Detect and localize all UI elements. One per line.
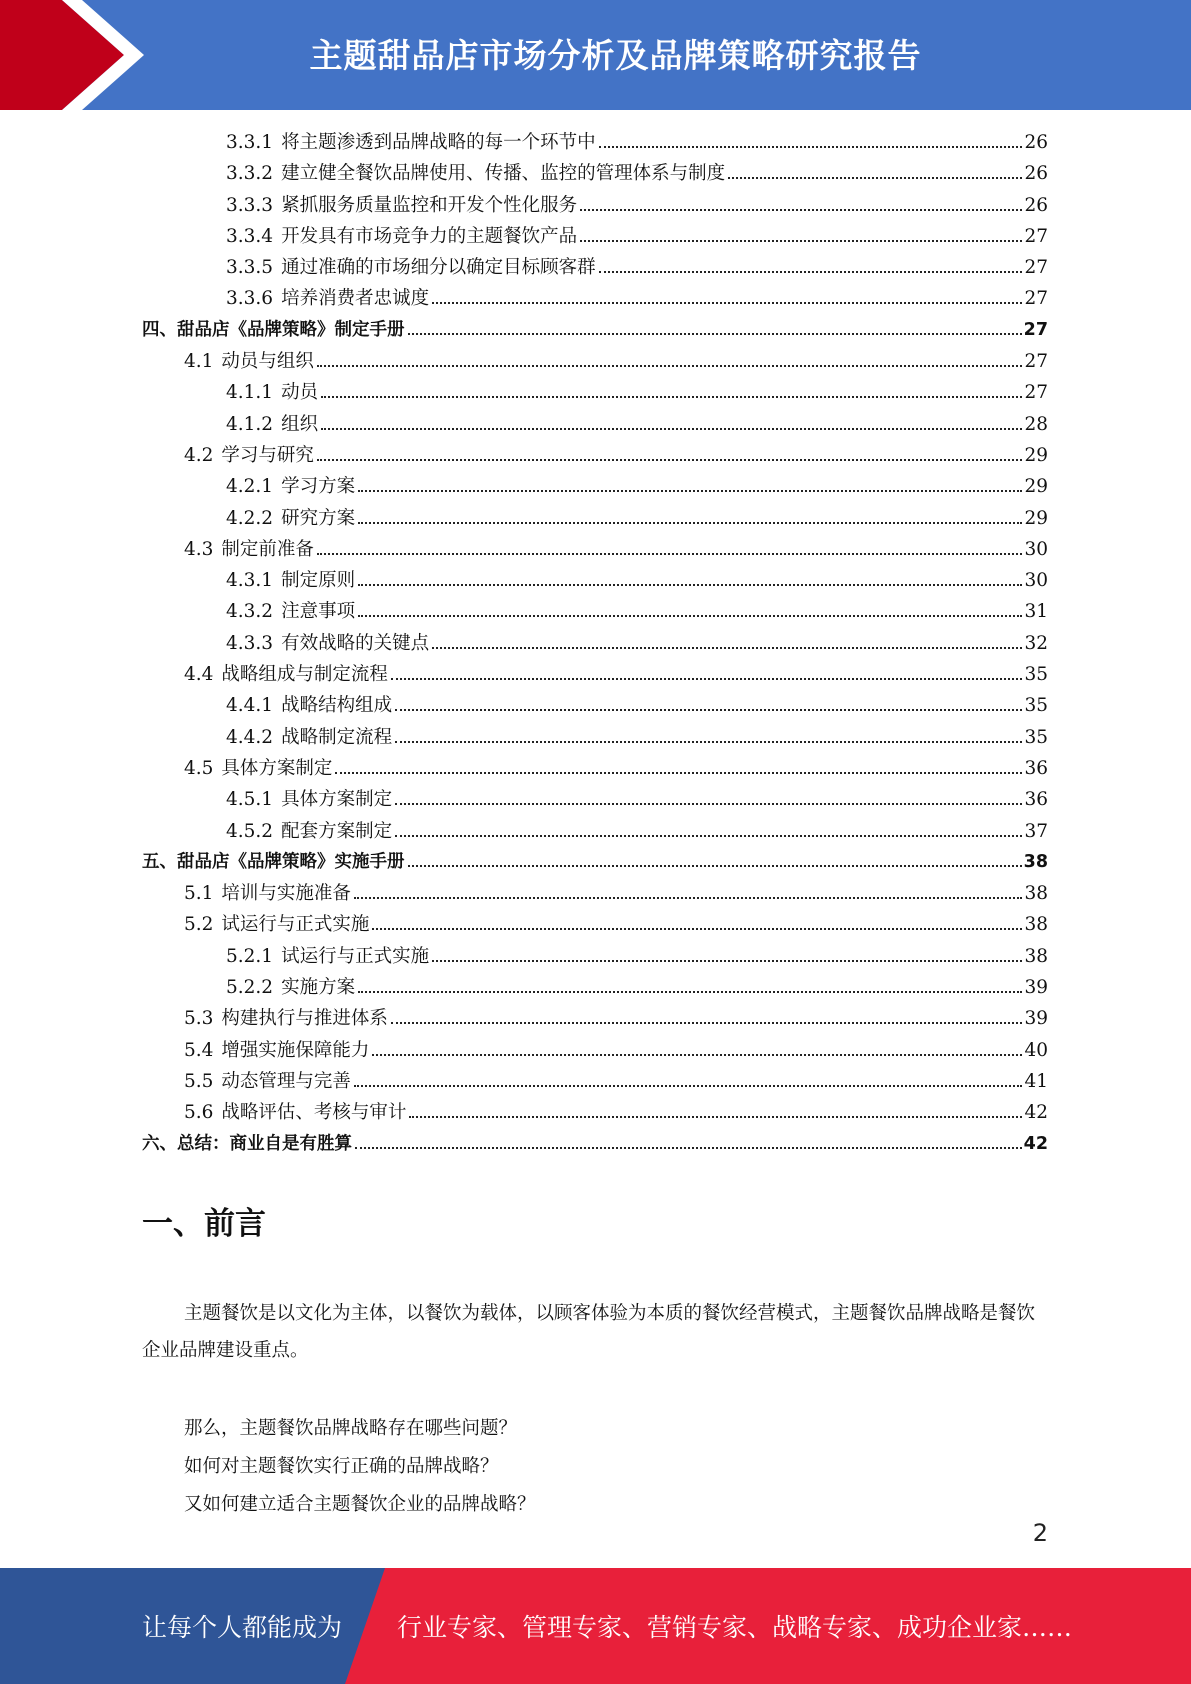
toc-entry-title: 甜品店《品牌策略》制定手册: [177, 319, 405, 340]
toc-entry-number: 3.3.1: [226, 132, 274, 153]
toc-entry-page: 40: [1024, 1039, 1048, 1061]
toc-entry-page: 27: [1023, 319, 1048, 340]
toc-entry-number: 4.3: [184, 538, 214, 560]
toc-leader-dots: [408, 865, 1022, 867]
toc-leader-dots: [358, 584, 1022, 586]
toc-leader-dots: [391, 678, 1023, 680]
toc-entry-page: 35: [1024, 695, 1048, 717]
intro-paragraph: 主题餐饮是以文化为主体，以餐饮为载体，以顾客体验为本质的餐饮经营模式，主题餐饮品牌战略是餐饮企业品牌建设重点。: [142, 1303, 1036, 1361]
toc-entry-title: 增强实施保障能力: [221, 1039, 370, 1061]
toc-entry-title: 通过准确的市场细分以确定目标顾客群: [281, 257, 596, 279]
toc-entry-number: 5.1: [184, 883, 214, 905]
toc-entry-number: 5.2.2: [226, 977, 274, 999]
toc-entry-number: 4.5: [184, 757, 214, 779]
toc-entry[interactable]: [142, 316, 1048, 347]
toc-leader-dots: [335, 772, 1022, 774]
toc-leader-dots: [358, 991, 1022, 993]
toc-leader-dots: [321, 428, 1022, 430]
question-1: 那么，主题餐饮品牌战略存在哪些问题？: [184, 1418, 518, 1439]
toc-entry-title: 培训与实施准备: [221, 883, 351, 905]
toc-leader-dots: [599, 271, 1023, 273]
toc-entry-title: 制定原则: [281, 570, 356, 592]
toc-entry-page: 27: [1024, 288, 1048, 310]
toc-entry[interactable]: [142, 535, 1048, 566]
toc-entry-page: 38: [1024, 883, 1048, 905]
toc-entry[interactable]: [142, 1130, 1048, 1161]
toc-entry-title: 开发具有市场竞争力的主题餐饮产品: [281, 225, 578, 247]
toc-leader-dots: [395, 709, 1022, 711]
toc-entry-number: 5.4: [184, 1039, 214, 1061]
footer-slogan-right: 行业专家、管理专家、营销专家、战略专家、成功企业家……: [397, 1613, 1073, 1642]
toc-entry-title: 有效战略的关键点: [281, 632, 430, 654]
toc-entry-title: 动员与组织: [221, 351, 314, 373]
toc-entry-number: 3.3.6: [226, 288, 274, 310]
toc-entry[interactable]: [142, 942, 1048, 973]
toc-leader-dots: [317, 553, 1023, 555]
toc-entry-number: 4.5.1: [226, 789, 274, 811]
toc-entry-title: 配套方案制定: [281, 820, 393, 842]
toc-entry-number: 4.5.2: [226, 820, 274, 842]
toc-entry-number: 3.3.4: [226, 225, 274, 247]
toc-entry-number: 5.6: [184, 1102, 214, 1124]
toc-entry-title: 培养消费者忠诚度: [281, 288, 430, 310]
toc-entry-number: 4.3.3: [226, 632, 274, 654]
toc-entry-page: 36: [1024, 757, 1048, 779]
page-header: [0, 0, 1191, 110]
toc-entry-page: 37: [1024, 820, 1048, 842]
toc-entry[interactable]: [142, 378, 1048, 409]
toc-entry-page: 27: [1024, 257, 1048, 279]
toc-entry-title: 试运行与正式实施: [281, 945, 430, 967]
toc-leader-dots: [408, 333, 1022, 335]
toc-entry-page: 39: [1024, 1008, 1048, 1030]
toc-entry-title: 战略制定流程: [281, 726, 393, 748]
question-3: 又如何建立适合主题餐饮企业的品牌战略？: [184, 1494, 536, 1515]
toc-entry[interactable]: [142, 1036, 1048, 1067]
toc-leader-dots: [391, 1022, 1023, 1024]
toc-entry-page: 42: [1024, 1102, 1048, 1124]
page-footer: [0, 1568, 1191, 1684]
toc-leader-dots: [372, 1054, 1022, 1056]
toc-entry-page: 27: [1024, 382, 1048, 404]
toc-leader-dots: [409, 1116, 1022, 1118]
toc-entry-number: 4.2.2: [226, 507, 274, 529]
toc-leader-dots: [580, 209, 1022, 211]
toc-entry-page: 29: [1024, 507, 1048, 529]
toc-entry-number: 四、: [142, 319, 177, 340]
toc-entry[interactable]: [142, 691, 1048, 722]
toc-entry-number: 六、: [142, 1133, 177, 1154]
toc-leader-dots: [432, 647, 1022, 649]
toc-entry-number: 4.2.1: [226, 476, 274, 498]
toc-entry-page: 29: [1024, 444, 1048, 466]
footer-slogan-left: 让每个人都能成为: [142, 1613, 343, 1642]
toc-entry-page: 35: [1024, 726, 1048, 748]
toc-entry-title: 学习与研究: [221, 444, 314, 466]
page-number: 2: [1032, 1519, 1048, 1547]
toc-entry-title: 动态管理与完善: [221, 1070, 351, 1092]
toc-entry-page: 35: [1024, 664, 1048, 686]
toc-entry-title: 实施方案: [281, 977, 356, 999]
toc-entry-number: 4.4.2: [226, 726, 274, 748]
toc-entry-number: 4.1: [184, 351, 214, 373]
toc-leader-dots: [432, 302, 1022, 304]
toc-entry-number: 4.4.1: [226, 695, 274, 717]
toc-entry[interactable]: [142, 441, 1048, 472]
toc-entry[interactable]: [142, 566, 1048, 597]
toc-entry-title: 研究方案: [281, 507, 356, 529]
toc-leader-dots: [317, 459, 1023, 461]
toc-entry-title: 甜品店《品牌策略》实施手册: [177, 851, 405, 872]
toc-entry-title: 将主题渗透到品牌战略的每一个环节中: [281, 132, 596, 153]
toc-entry-number: 5.2.1: [226, 945, 274, 967]
toc-entry[interactable]: [142, 222, 1048, 253]
toc-entry-page: 26: [1024, 132, 1048, 153]
toc-entry-title: 动员: [281, 382, 319, 404]
toc-entry[interactable]: [142, 159, 1048, 190]
toc-entry-page: 29: [1024, 476, 1048, 498]
toc-entry-page: 38: [1024, 945, 1048, 967]
toc-entry[interactable]: [142, 910, 1048, 941]
toc-entry[interactable]: [142, 973, 1048, 1004]
toc-entry-number: 5.2: [184, 914, 214, 936]
table-of-contents: [142, 128, 1048, 1161]
toc-entry-page: 30: [1024, 570, 1048, 592]
toc-entry-page: 26: [1024, 194, 1048, 216]
toc-entry[interactable]: [142, 817, 1048, 848]
section-heading: 一、前言: [142, 1206, 266, 1242]
toc-entry-number: 3.3.2: [226, 163, 274, 185]
toc-entry-page: 27: [1024, 351, 1048, 373]
toc-entry-number: 4.2: [184, 444, 214, 466]
toc-entry-number: 4.1.1: [226, 382, 274, 404]
toc-entry[interactable]: [142, 504, 1048, 535]
toc-entry-title: 战略评估、考核与审计: [221, 1102, 407, 1124]
toc-entry[interactable]: [142, 629, 1048, 660]
toc-entry-page: 36: [1024, 789, 1048, 811]
toc-entry[interactable]: [142, 1004, 1048, 1035]
toc-entry[interactable]: [142, 597, 1048, 628]
toc-leader-dots: [354, 897, 1023, 899]
toc-entry-title: 学习方案: [281, 476, 356, 498]
toc-entry-number: 5.3: [184, 1008, 214, 1030]
toc-entry-number: 5.5: [184, 1070, 214, 1092]
toc-entry-page: 30: [1024, 538, 1048, 560]
toc-entry[interactable]: [142, 785, 1048, 816]
toc-entry[interactable]: [142, 660, 1048, 691]
toc-entry-number: 4.3.2: [226, 601, 274, 623]
toc-entry-page: 38: [1024, 914, 1048, 936]
toc-entry[interactable]: [142, 191, 1048, 222]
toc-entry[interactable]: [142, 253, 1048, 284]
toc-leader-dots: [395, 741, 1022, 743]
toc-entry[interactable]: [142, 410, 1048, 441]
toc-entry[interactable]: [142, 128, 1048, 159]
toc-leader-dots: [358, 615, 1022, 617]
toc-entry-page: 28: [1024, 413, 1048, 435]
toc-entry[interactable]: [142, 723, 1048, 754]
toc-entry-title: 具体方案制定: [281, 789, 393, 811]
toc-leader-dots: [358, 522, 1022, 524]
toc-entry-number: 3.3.5: [226, 257, 274, 279]
toc-leader-dots: [580, 240, 1022, 242]
toc-leader-dots: [372, 928, 1022, 930]
toc-leader-dots: [354, 1085, 1023, 1087]
toc-leader-dots: [395, 835, 1022, 837]
toc-leader-dots: [395, 803, 1022, 805]
toc-entry-title: 建立健全餐饮品牌使用、传播、监控的管理体系与制度: [281, 163, 726, 185]
toc-entry[interactable]: [142, 472, 1048, 503]
toc-entry-page: 27: [1024, 225, 1048, 247]
toc-entry[interactable]: [142, 284, 1048, 315]
toc-leader-dots: [432, 960, 1022, 962]
toc-leader-dots: [728, 177, 1022, 179]
toc-entry-number: 4.4: [184, 664, 214, 686]
toc-entry-title: 紧抓服务质量监控和开发个性化服务: [281, 194, 578, 216]
toc-entry-page: 41: [1024, 1070, 1048, 1092]
toc-entry[interactable]: [142, 754, 1048, 785]
toc-entry-page: 39: [1024, 977, 1048, 999]
toc-leader-dots: [321, 396, 1022, 398]
toc-entry[interactable]: [142, 1098, 1048, 1129]
toc-entry[interactable]: [142, 848, 1048, 879]
toc-entry-title: 试运行与正式实施: [221, 914, 370, 936]
toc-entry-title: 战略结构组成: [281, 695, 393, 717]
toc-entry-title: 战略组成与制定流程: [221, 664, 388, 686]
toc-leader-dots: [599, 146, 1023, 148]
toc-entry-page: 31: [1024, 601, 1048, 623]
toc-entry-page: 38: [1023, 851, 1048, 872]
question-2: 如何对主题餐饮实行正确的品牌战略？: [184, 1456, 499, 1477]
toc-entry-number: 4.1.2: [226, 413, 274, 435]
toc-entry-page: 26: [1024, 163, 1048, 185]
toc-entry-title: 组织: [281, 413, 319, 435]
toc-entry-title: 总结：商业自是有胜算: [177, 1133, 352, 1154]
toc-entry[interactable]: [142, 347, 1048, 378]
toc-entry[interactable]: [142, 879, 1048, 910]
toc-leader-dots: [355, 1147, 1022, 1149]
toc-entry-page: 32: [1024, 632, 1048, 654]
toc-leader-dots: [317, 365, 1023, 367]
toc-entry-title: 制定前准备: [221, 538, 314, 560]
toc-entry-number: 4.3.1: [226, 570, 274, 592]
toc-entry-page: 42: [1023, 1133, 1048, 1154]
toc-entry-title: 具体方案制定: [221, 757, 333, 779]
toc-entry-number: 五、: [142, 851, 177, 872]
toc-entry-title: 构建执行与推进体系: [221, 1008, 388, 1030]
toc-leader-dots: [358, 490, 1022, 492]
toc-entry[interactable]: [142, 1067, 1048, 1098]
toc-entry-title: 注意事项: [281, 601, 356, 623]
document-title: 主题甜品店市场分析及品牌策略研究报告: [309, 36, 922, 75]
toc-entry-number: 3.3.3: [226, 194, 274, 216]
